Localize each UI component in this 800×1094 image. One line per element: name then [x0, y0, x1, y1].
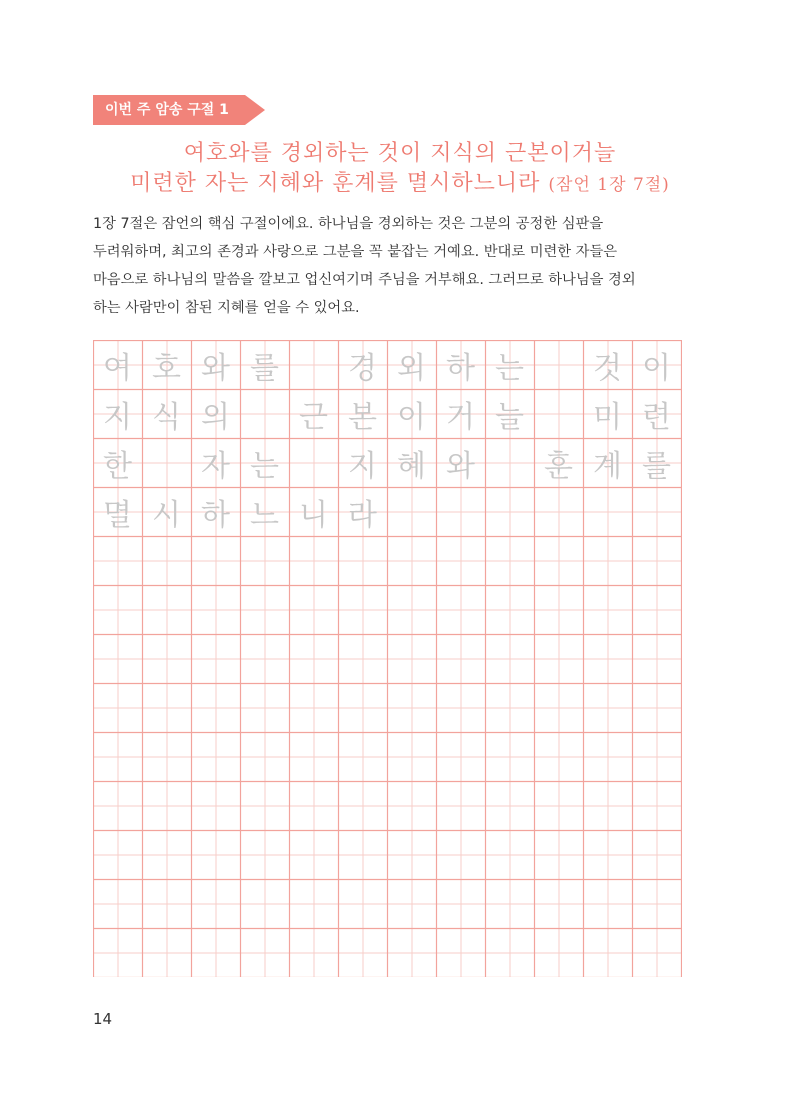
trace-character: 경: [348, 350, 377, 386]
trace-character: 외: [397, 350, 426, 386]
trace-character: 지: [348, 448, 377, 484]
verse-reference: (잠언 1장 7절): [548, 175, 670, 195]
trace-character: 시: [152, 497, 181, 533]
trace-character: 혜: [397, 448, 426, 484]
trace-character: 늘: [495, 399, 524, 435]
trace-character: 하: [201, 497, 230, 533]
trace-character: 본: [348, 399, 377, 435]
trace-character: 련: [642, 399, 671, 435]
explanation-line: 마음으로 하나님의 말씀을 깔보고 업신여기며 주님을 거부해요. 그러므로 하나님을 경외: [93, 272, 636, 288]
trace-character: 계: [593, 448, 622, 484]
trace-character: 지: [103, 399, 132, 435]
trace-character: 는: [250, 448, 279, 484]
trace-character: 의: [201, 399, 230, 435]
trace-character: 호: [152, 350, 181, 386]
trace-character: 하: [446, 350, 475, 386]
trace-character: 훈: [544, 448, 573, 484]
section-tag-label: 이번 주 암송 구절 1: [105, 102, 229, 118]
trace-character: 여: [103, 350, 132, 386]
verse-line-1: 여호와를 경외하는 것이 지식의 근본이거늘: [183, 141, 617, 166]
trace-character: 를: [250, 350, 279, 386]
trace-character: 이: [642, 350, 671, 386]
trace-character: 라: [348, 497, 377, 533]
trace-character: 느: [250, 497, 279, 533]
trace-character: 식: [152, 399, 181, 435]
verse-line-2-text: 미련한 자는 지혜와 훈계를 멸시하느니라: [130, 171, 541, 196]
trace-character: 는: [495, 350, 524, 386]
trace-character: 를: [642, 448, 671, 484]
trace-character: 미: [593, 399, 622, 435]
trace-character: 한: [103, 448, 132, 484]
trace-character: 이: [397, 399, 426, 435]
explanation-line: 1장 7절은 잠언의 핵심 구절이에요. 하나님을 경외하는 것은 그분의 공정한 심판을: [93, 216, 604, 232]
trace-character: 니: [299, 497, 328, 533]
trace-character: 거: [446, 399, 475, 435]
explanation-line: 하는 사람만이 참된 지혜를 얻을 수 있어요.: [93, 300, 360, 316]
section-tag: [93, 95, 265, 125]
trace-character: 것: [593, 350, 622, 386]
trace-character: 근: [299, 399, 328, 435]
handwriting-practice-grid: [93, 340, 682, 977]
page-number: 14: [93, 1010, 113, 1028]
trace-character: 자: [201, 448, 230, 484]
trace-character: 멸: [103, 497, 132, 533]
explanation-paragraph: [93, 210, 693, 322]
trace-character: 와: [201, 350, 230, 386]
verse-line-2: [0, 166, 800, 197]
explanation-line: 두려워하며, 최고의 존경과 사랑으로 그분을 꼭 붙잡는 거예요. 반대로 미련한 자들은: [93, 244, 618, 260]
trace-character: 와: [446, 448, 475, 484]
